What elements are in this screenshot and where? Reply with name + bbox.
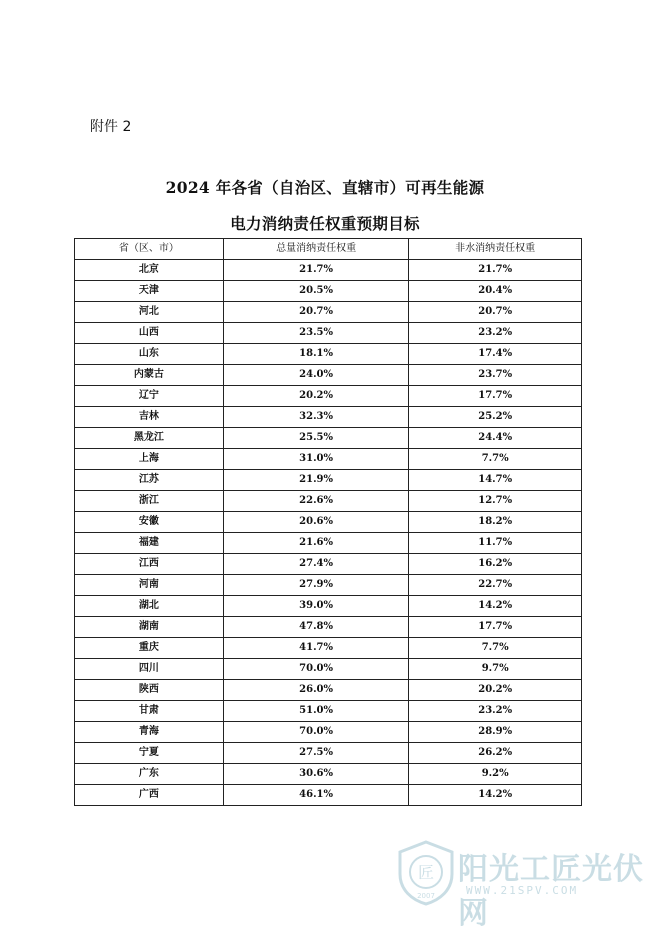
table-row xyxy=(75,764,582,785)
cell-nonhydro-weight: 28.9% xyxy=(409,722,582,743)
cell-total-weight: 27.4% xyxy=(223,554,409,575)
cell-nonhydro-weight: 17.4% xyxy=(409,344,582,365)
table-row xyxy=(75,470,582,491)
cell-nonhydro-weight: 16.2% xyxy=(409,554,582,575)
cell-province: 广西 xyxy=(75,785,224,806)
cell-total-weight: 21.6% xyxy=(223,533,409,554)
cell-province: 安徽 xyxy=(75,512,224,533)
cell-province: 江西 xyxy=(75,554,224,575)
cell-nonhydro-weight: 20.7% xyxy=(409,302,582,323)
table-row xyxy=(75,785,582,806)
cell-province: 四川 xyxy=(75,659,224,680)
cell-nonhydro-weight: 22.7% xyxy=(409,575,582,596)
cell-nonhydro-weight: 9.7% xyxy=(409,659,582,680)
cell-total-weight: 25.5% xyxy=(223,428,409,449)
cell-total-weight: 39.0% xyxy=(223,596,409,617)
table-row xyxy=(75,533,582,554)
cell-nonhydro-weight: 25.2% xyxy=(409,407,582,428)
cell-total-weight: 23.5% xyxy=(223,323,409,344)
cell-nonhydro-weight: 23.2% xyxy=(409,323,582,344)
cell-province: 青海 xyxy=(75,722,224,743)
cell-nonhydro-weight: 9.2% xyxy=(409,764,582,785)
cell-total-weight: 24.0% xyxy=(223,365,409,386)
cell-province: 河南 xyxy=(75,575,224,596)
cell-province: 福建 xyxy=(75,533,224,554)
watermark-url: WWW.21SPV.COM xyxy=(466,884,579,897)
table-row xyxy=(75,323,582,344)
table-row xyxy=(75,680,582,701)
cell-total-weight: 20.5% xyxy=(223,281,409,302)
cell-province: 天津 xyxy=(75,281,224,302)
cell-total-weight: 51.0% xyxy=(223,701,409,722)
cell-nonhydro-weight: 11.7% xyxy=(409,533,582,554)
table-row xyxy=(75,491,582,512)
cell-province: 辽宁 xyxy=(75,386,224,407)
cell-province: 黑龙江 xyxy=(75,428,224,449)
cell-province: 湖北 xyxy=(75,596,224,617)
cell-nonhydro-weight: 14.2% xyxy=(409,596,582,617)
cell-province: 山西 xyxy=(75,323,224,344)
cell-total-weight: 26.0% xyxy=(223,680,409,701)
cell-nonhydro-weight: 17.7% xyxy=(409,617,582,638)
renewable-quota-table xyxy=(74,238,582,806)
table-row xyxy=(75,512,582,533)
cell-province: 山东 xyxy=(75,344,224,365)
table-row xyxy=(75,281,582,302)
cell-nonhydro-weight: 18.2% xyxy=(409,512,582,533)
table-row xyxy=(75,596,582,617)
svg-text:匠: 匠 xyxy=(417,863,435,882)
cell-province: 上海 xyxy=(75,449,224,470)
table-body xyxy=(75,260,582,806)
cell-nonhydro-weight: 17.7% xyxy=(409,386,582,407)
cell-province: 江苏 xyxy=(75,470,224,491)
header-province: 省（区、市） xyxy=(75,239,224,260)
cell-total-weight: 27.9% xyxy=(223,575,409,596)
svg-text:2007: 2007 xyxy=(417,892,435,900)
table-row xyxy=(75,554,582,575)
cell-province: 陕西 xyxy=(75,680,224,701)
cell-total-weight: 32.3% xyxy=(223,407,409,428)
cell-total-weight: 18.1% xyxy=(223,344,409,365)
table-row xyxy=(75,449,582,470)
cell-nonhydro-weight: 14.7% xyxy=(409,470,582,491)
cell-total-weight: 46.1% xyxy=(223,785,409,806)
cell-total-weight: 21.9% xyxy=(223,470,409,491)
cell-nonhydro-weight: 20.4% xyxy=(409,281,582,302)
document-title-line-2: 电力消纳责任权重预期目标 xyxy=(230,214,420,233)
cell-total-weight: 27.5% xyxy=(223,743,409,764)
cell-nonhydro-weight: 23.7% xyxy=(409,365,582,386)
cell-total-weight: 20.2% xyxy=(223,386,409,407)
cell-province: 北京 xyxy=(75,260,224,281)
table-row xyxy=(75,575,582,596)
watermark-site-name: 阳光工匠光伏网 xyxy=(458,852,644,931)
cell-province: 浙江 xyxy=(75,491,224,512)
watermark xyxy=(396,838,646,931)
cell-province: 吉林 xyxy=(75,407,224,428)
cell-total-weight: 22.6% xyxy=(223,491,409,512)
table-row xyxy=(75,701,582,722)
table-row xyxy=(75,365,582,386)
cell-total-weight: 47.8% xyxy=(223,617,409,638)
cell-province: 内蒙古 xyxy=(75,365,224,386)
table-row xyxy=(75,638,582,659)
table-row xyxy=(75,344,582,365)
cell-province: 广东 xyxy=(75,764,224,785)
header-total-weight: 总量消纳责任权重 xyxy=(223,239,409,260)
table-row xyxy=(75,428,582,449)
cell-nonhydro-weight: 21.7% xyxy=(409,260,582,281)
table-row xyxy=(75,617,582,638)
cell-total-weight: 21.7% xyxy=(223,260,409,281)
table-row xyxy=(75,260,582,281)
cell-total-weight: 31.0% xyxy=(223,449,409,470)
cell-nonhydro-weight: 23.2% xyxy=(409,701,582,722)
cell-total-weight: 70.0% xyxy=(223,722,409,743)
cell-total-weight: 20.6% xyxy=(223,512,409,533)
cell-nonhydro-weight: 7.7% xyxy=(409,449,582,470)
table-row xyxy=(75,302,582,323)
cell-province: 甘肃 xyxy=(75,701,224,722)
cell-province: 河北 xyxy=(75,302,224,323)
cell-total-weight: 41.7% xyxy=(223,638,409,659)
document-title-line-1: 2024 年各省（自治区、直辖市）可再生能源 xyxy=(165,178,485,197)
cell-total-weight: 20.7% xyxy=(223,302,409,323)
cell-province: 重庆 xyxy=(75,638,224,659)
cell-total-weight: 30.6% xyxy=(223,764,409,785)
table-row xyxy=(75,659,582,680)
table-row xyxy=(75,722,582,743)
table-row xyxy=(75,407,582,428)
attachment-label: 附件 2 xyxy=(90,119,132,135)
cell-nonhydro-weight: 20.2% xyxy=(409,680,582,701)
table-row xyxy=(75,386,582,407)
cell-nonhydro-weight: 14.2% xyxy=(409,785,582,806)
cell-nonhydro-weight: 7.7% xyxy=(409,638,582,659)
cell-nonhydro-weight: 24.4% xyxy=(409,428,582,449)
cell-total-weight: 70.0% xyxy=(223,659,409,680)
cell-province: 湖南 xyxy=(75,617,224,638)
cell-nonhydro-weight: 26.2% xyxy=(409,743,582,764)
table-header-row xyxy=(75,239,582,260)
seal-logo-icon xyxy=(396,840,456,906)
cell-nonhydro-weight: 12.7% xyxy=(409,491,582,512)
cell-province: 宁夏 xyxy=(75,743,224,764)
table-row xyxy=(75,743,582,764)
header-nonhydro-weight: 非水消纳责任权重 xyxy=(409,239,582,260)
